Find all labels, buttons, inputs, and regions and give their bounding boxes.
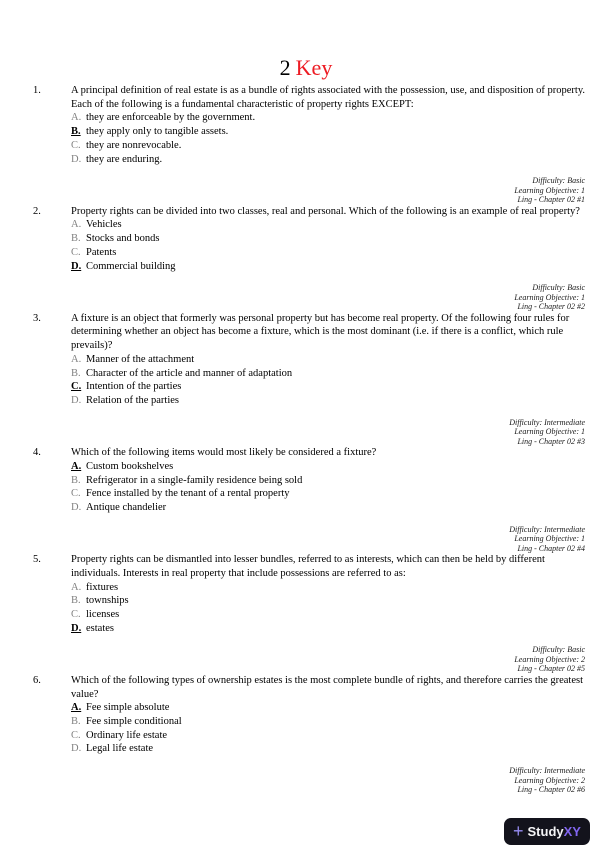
option-text: licenses <box>86 608 120 620</box>
title-number: 2 <box>279 55 291 80</box>
answer-option <box>71 260 585 274</box>
answer-option <box>71 460 585 474</box>
options-list <box>71 581 585 636</box>
question-item <box>33 205 585 312</box>
option-text: Stocks and bonds <box>86 233 160 245</box>
options-list <box>71 353 585 408</box>
plus-icon: + <box>513 820 524 841</box>
meta-source: Ling - Chapter 02 #5 <box>517 664 585 674</box>
option-letter: B. <box>71 233 81 245</box>
question-meta <box>71 525 585 554</box>
question-row <box>33 205 585 312</box>
meta-difficulty: Difficulty: Intermediate <box>509 417 585 427</box>
option-letter: A. <box>71 702 82 714</box>
option-text: Fee simple conditional <box>86 716 182 727</box>
page-title <box>0 0 612 80</box>
option-letter: C. <box>71 381 82 393</box>
answer-option <box>71 715 585 729</box>
question-row <box>33 674 585 795</box>
meta-difficulty: Difficulty: Basic <box>532 283 585 293</box>
meta-learning-objective: Learning Objective: 1 <box>514 534 585 544</box>
question-text: A fixture is an object that formerly was personal property but has become real property. Of the following four rules for determining whether an object has become a fixture, which is the most dominant (i.e. if there is a conflict, which rule prevails)? <box>71 312 570 352</box>
logo-text <box>528 823 581 841</box>
question-meta <box>71 176 585 205</box>
question-item <box>33 84 585 205</box>
options-list <box>71 218 585 273</box>
option-text: Fence installed by the tenant of a rental property <box>86 488 290 500</box>
meta-source: Ling - Chapter 02 #4 <box>517 543 585 553</box>
meta-source: Ling - Chapter 02 #6 <box>517 785 585 795</box>
options-list <box>71 111 585 166</box>
logo-text-xy: XY <box>563 823 581 839</box>
option-text: Patents <box>86 246 117 258</box>
answer-option <box>71 218 585 232</box>
answer-option <box>71 594 585 608</box>
option-letter: B. <box>71 716 81 727</box>
option-letter: D. <box>71 394 82 406</box>
question-number: 6. <box>33 674 41 686</box>
answer-option <box>71 622 585 636</box>
option-text: they are enduring. <box>86 153 163 165</box>
option-letter: B. <box>71 126 81 138</box>
option-letter: C. <box>71 488 81 500</box>
question-body <box>71 312 585 446</box>
option-text: Legal life estate <box>86 743 154 755</box>
answer-option <box>71 111 585 125</box>
answer-option <box>71 394 585 408</box>
option-text: Fee simple absolute <box>86 702 170 714</box>
answer-option <box>71 742 585 756</box>
question-item <box>33 446 585 553</box>
answer-option <box>71 581 585 595</box>
option-letter: A. <box>71 581 82 593</box>
answer-option <box>71 501 585 515</box>
question-meta <box>71 766 585 795</box>
question-row <box>33 312 585 446</box>
meta-learning-objective: Learning Objective: 1 <box>514 185 585 195</box>
option-letter: D. <box>71 153 82 165</box>
option-letter: B. <box>71 367 81 379</box>
question-body <box>71 84 585 205</box>
question-number: 3. <box>33 312 41 324</box>
option-letter: C. <box>71 246 81 258</box>
question-item <box>33 312 585 446</box>
option-letter: B. <box>71 595 81 607</box>
question-meta <box>71 418 585 447</box>
option-text: Vehicles <box>86 219 122 231</box>
answer-option <box>71 125 585 139</box>
answer-option <box>71 380 585 394</box>
option-text: Antique chandelier <box>86 501 167 513</box>
answer-option <box>71 139 585 153</box>
meta-difficulty: Difficulty: Intermediate <box>509 524 585 534</box>
meta-learning-objective: Learning Objective: 1 <box>514 427 585 437</box>
question-item <box>33 674 585 795</box>
option-text: Ordinary life estate <box>86 729 168 741</box>
answer-option <box>71 367 585 381</box>
question-text: A principal definition of real estate is as a bundle of rights associated with the possession, use, and disposition of property. Each of the following is a fundamental characteristic of property rights EXCEPT: <box>71 85 586 110</box>
option-letter: A. <box>71 353 82 365</box>
studyxy-logo-badge[interactable] <box>504 818 590 845</box>
meta-learning-objective: Learning Objective: 2 <box>514 775 585 785</box>
option-letter: A. <box>71 219 82 231</box>
meta-learning-objective: Learning Objective: 2 <box>514 654 585 664</box>
question-row <box>33 84 585 205</box>
option-text: Intention of the parties <box>86 381 182 393</box>
option-letter: B. <box>71 474 81 486</box>
option-text: townships <box>86 595 129 607</box>
meta-difficulty: Difficulty: Intermediate <box>509 766 585 776</box>
question-meta <box>71 645 585 674</box>
option-text: Commercial building <box>86 260 176 272</box>
options-list <box>71 460 585 515</box>
option-text: Relation of the parties <box>86 394 180 406</box>
question-row <box>33 446 585 553</box>
option-letter: D. <box>71 260 82 272</box>
option-letter: D. <box>71 743 82 755</box>
question-body <box>71 553 585 674</box>
options-list <box>71 701 585 756</box>
option-text: they apply only to tangible assets. <box>86 126 229 138</box>
option-text: Character of the article and manner of adaptation <box>86 367 293 379</box>
option-text: they are nonrevocable. <box>86 139 182 151</box>
option-letter: C. <box>71 608 81 620</box>
question-text: Which of the following types of ownership estates is the most complete bundle of rights, and therefore carries the greatest value? <box>71 674 584 700</box>
question-row <box>33 553 585 674</box>
meta-learning-objective: Learning Objective: 1 <box>514 292 585 302</box>
answer-option <box>71 474 585 488</box>
question-meta <box>71 283 585 312</box>
option-text: estates <box>86 622 114 634</box>
question-text: Which of the following items would most likely be considered a fixture? <box>71 447 377 459</box>
question-body <box>71 674 585 795</box>
questions-list <box>33 84 585 795</box>
question-number: 4. <box>33 447 41 459</box>
answer-option <box>71 701 585 715</box>
title-key-word: Key <box>295 55 333 80</box>
meta-difficulty: Difficulty: Basic <box>532 645 585 655</box>
question-number: 2. <box>33 205 41 217</box>
answer-option <box>71 232 585 246</box>
answer-option <box>71 487 585 501</box>
question-number: 5. <box>33 554 41 566</box>
option-text: Refrigerator in a single-family residence being sold <box>86 474 303 486</box>
option-letter: A. <box>71 460 82 472</box>
option-text: Manner of the attachment <box>86 353 195 365</box>
answer-option <box>71 246 585 260</box>
question-text: Property rights can be divided into two classes, real and personal. Which of the following is an example of real property? <box>71 205 580 217</box>
logo-text-study: Study <box>527 823 564 839</box>
option-letter: A. <box>71 112 82 124</box>
answer-option <box>71 153 585 167</box>
option-letter: D. <box>71 501 82 513</box>
meta-difficulty: Difficulty: Basic <box>532 176 585 186</box>
option-letter: C. <box>71 139 81 151</box>
meta-source: Ling - Chapter 02 #3 <box>517 436 585 446</box>
option-letter: C. <box>71 729 81 741</box>
meta-source: Ling - Chapter 02 #2 <box>517 302 585 312</box>
option-text: fixtures <box>86 581 119 593</box>
answer-option <box>71 353 585 367</box>
meta-source: Ling - Chapter 02 #1 <box>517 195 585 205</box>
question-text: Property rights can be dismantled into lesser bundles, referred to as interests, which can then be held by different individuals. Interests in real property that include possessions are referred to as: <box>71 554 545 579</box>
question-body <box>71 205 585 312</box>
option-letter: D. <box>71 622 82 634</box>
question-item <box>33 553 585 674</box>
question-number: 1. <box>33 85 41 96</box>
answer-option <box>71 608 585 622</box>
answer-option <box>71 729 585 743</box>
question-body <box>71 446 585 553</box>
option-text: Custom bookshelves <box>86 460 174 472</box>
option-text: they are enforceable by the government. <box>86 112 256 124</box>
